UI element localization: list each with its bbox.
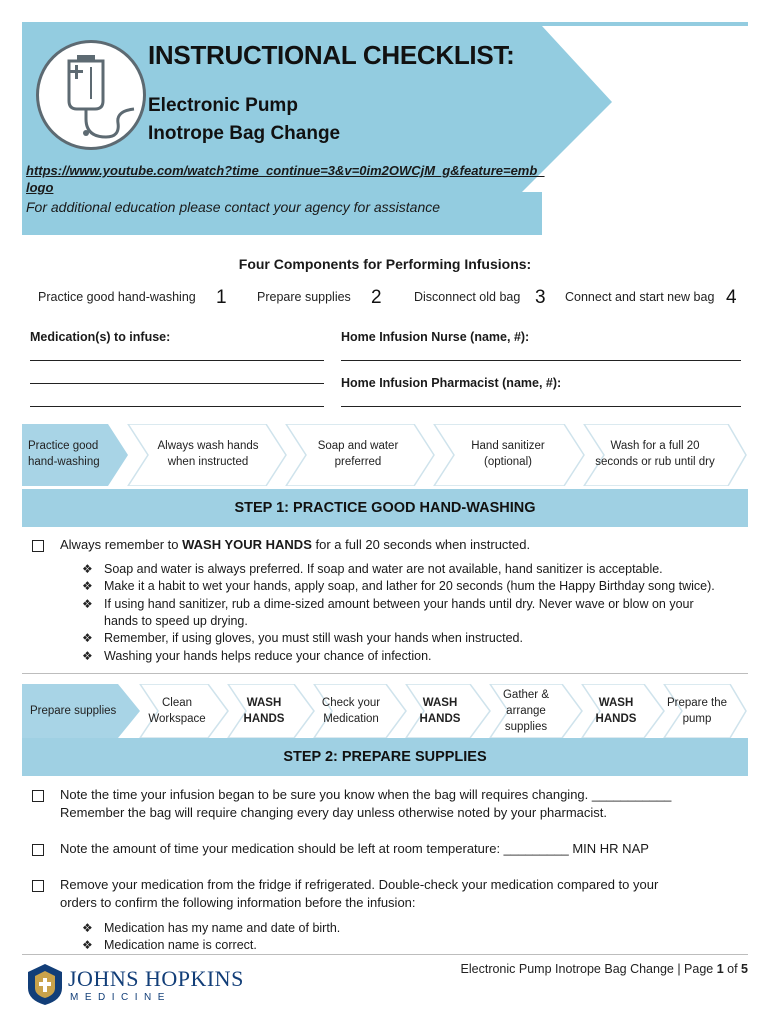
band2-item-4 (406, 695, 474, 727)
medication-field-3[interactable] (30, 406, 324, 407)
step2-title: STEP 2: PREPARE SUPPLIES (22, 738, 748, 776)
diamond-bullet-icon: ❖ (82, 579, 93, 593)
step1-bullet-3: If using hand sanitizer, rub a dime-sized amount between your hands until dry. Never wave or blow on your (104, 597, 694, 611)
band2-item-7-line1: Prepare the (666, 697, 728, 709)
band1-item-2 (298, 438, 418, 470)
step2-check3-line1: Remove your medication from the fridge if refrigerated. Double-check your medication compared to your (60, 877, 659, 892)
band1-item-2-line2: preferred (334, 456, 382, 468)
step2-check1-line2: Remember the bag will require changing every day unless otherwise noted by your pharmacist. (60, 805, 608, 820)
step2-check1-line1: Note the time your infusion began to be sure you know when the bag will requires changing. ___________ (60, 787, 672, 802)
band2-item-5-line3: supplies (504, 721, 548, 733)
subtitle-line-1: Electronic Pump (148, 95, 298, 116)
header-banner (22, 22, 748, 235)
step1-check-bold: WASH YOUR HANDS (182, 537, 312, 552)
step1-check-text (60, 536, 530, 554)
band2-item-2-line1: WASH (246, 697, 282, 709)
band1-item-4-line1: Wash for a full 20 (610, 440, 700, 452)
band2-item-3 (310, 695, 392, 727)
step1-checkbox[interactable] (32, 540, 44, 552)
band2-first: Prepare supplies (30, 705, 117, 717)
footer-page-num: 1 (716, 962, 724, 976)
band2-item-7 (656, 695, 738, 727)
divider (22, 673, 748, 674)
step2-bullet-2: Medication name is correct. (104, 938, 257, 952)
step1-bullet-1: Soap and water is always preferred. If soap and water are not available, hand sanitizer is acceptable. (104, 562, 663, 576)
nurse-field[interactable] (341, 360, 741, 361)
band2-item-5-line2: arrange (506, 705, 546, 717)
nurse-label: Home Infusion Nurse (name, #): (341, 330, 530, 344)
footer-of: of (723, 962, 742, 976)
johns-hopkins-shield-icon (26, 962, 64, 1006)
supplies-chevron-band (22, 684, 748, 738)
band2-item-3-line2: Medication (323, 713, 379, 725)
step1-bullet-3-cont: hands to speed up drying. (104, 614, 248, 628)
band2-item-7-line2: pump (682, 713, 712, 725)
footer-doc-title: Electronic Pump Inotrope Bag Change | Page (460, 962, 717, 976)
step1-title: STEP 1: PRACTICE GOOD HAND-WASHING (22, 489, 748, 527)
band2-item-6-line2: HANDS (595, 713, 637, 725)
band1-item-3 (446, 438, 570, 470)
band1-item-1-line1: Always wash hands (157, 440, 259, 452)
band2-item-5-line1: Gather & (502, 689, 550, 701)
band2-item-4-line1: WASH (422, 697, 458, 709)
band2-item-2 (230, 695, 298, 727)
page-subtitle (148, 92, 448, 148)
iv-bag-icon (39, 43, 143, 147)
diamond-bullet-icon: ❖ (82, 597, 93, 611)
diamond-bullet-icon: ❖ (82, 938, 93, 952)
component-num-2: 2 (371, 287, 382, 308)
education-note: For additional education please contact your agency for assistance (26, 199, 441, 215)
step2-bullet-1: Medication has my name and date of birth. (104, 921, 341, 935)
footer-divider (22, 954, 748, 955)
handwashing-chevron-band (22, 424, 748, 486)
band1-item-4-line2: seconds or rub until dry (595, 456, 715, 468)
components-title: Four Components for Performing Infusions: (238, 256, 532, 272)
band2-item-1-line1: Clean (161, 697, 193, 709)
step1-bullet-2: Make it a habit to wet your hands, apply soap, and lather for 20 seconds (hum the Happy Birthday song twice). (104, 579, 715, 593)
band1-item-4 (590, 438, 720, 470)
pharmacist-field[interactable] (341, 406, 741, 407)
diamond-bullet-icon: ❖ (82, 921, 93, 935)
component-num-4: 4 (726, 287, 737, 308)
component-label-4: Connect and start new bag (565, 290, 715, 304)
step1-check-post: for a full 20 seconds when instructed. (311, 537, 531, 552)
subtitle-line-2: Inotrope Bag Change (148, 123, 341, 144)
iv-bag-logo (36, 40, 146, 150)
footer-page-info (461, 962, 748, 976)
band1-item-1 (142, 438, 274, 470)
step1-bullet-4: Remember, if using gloves, you must still wash your hands when instructed. (104, 631, 523, 645)
diamond-bullet-icon: ❖ (82, 562, 93, 576)
pharmacist-label: Home Infusion Pharmacist (name, #): (341, 376, 562, 390)
band2-item-5 (488, 687, 564, 735)
component-num-1: 1 (216, 287, 227, 308)
band1-first-line1: Practice good (28, 440, 99, 452)
org-sub: MEDICINE (70, 992, 171, 1003)
step2-check2: Note the amount of time your medication should be left at room temperature: _________ MIN HR NAP (60, 841, 649, 856)
band2-item-6-line1: WASH (598, 697, 634, 709)
step2-checkbox-2[interactable] (32, 844, 44, 856)
medication-field-1[interactable] (30, 360, 324, 361)
org-name: JOHNS HOPKINS (68, 966, 244, 991)
band1-item-3-line1: Hand sanitizer (471, 440, 545, 452)
band1-item-1-line2: when instructed (167, 456, 249, 468)
band2-item-4-line2: HANDS (419, 713, 461, 725)
step1-bullet-5: Washing your hands helps reduce your chance of infection. (104, 649, 432, 663)
step2-checkbox-1[interactable] (32, 790, 44, 802)
video-link[interactable]: https://www.youtube.com/watch?time_continue=3&v=0im2OWCjM_g&feature=emb_logo (26, 163, 545, 195)
medication-field-2[interactable] (30, 383, 324, 384)
component-label-3: Disconnect old bag (414, 290, 521, 304)
component-num-3: 3 (535, 287, 546, 308)
band1-first-line2: hand-washing (28, 456, 100, 468)
diamond-bullet-icon: ❖ (82, 631, 93, 645)
footer-page-total: 5 (741, 962, 748, 976)
page-title: INSTRUCTIONAL CHECKLIST: (148, 40, 515, 70)
band1-item-2-line1: Soap and water (317, 440, 399, 452)
band2-item-1-line2: Workspace (148, 713, 206, 725)
component-label-2: Prepare supplies (257, 290, 351, 304)
component-label-1: Practice good hand-washing (38, 290, 196, 304)
band2-item-3-line1: Check your (321, 697, 381, 709)
band2-item-1 (142, 695, 212, 727)
diamond-bullet-icon: ❖ (82, 649, 93, 663)
band2-item-6 (582, 695, 650, 727)
step2-check3-line2: orders to confirm the following information before the infusion: (60, 895, 416, 910)
medication-label: Medication(s) to infuse: (30, 330, 171, 344)
band1-first (28, 438, 100, 470)
band2-item-2-line2: HANDS (243, 713, 285, 725)
step1-check-pre: Always remember to (60, 537, 183, 552)
step2-checkbox-3[interactable] (32, 880, 44, 892)
band1-item-3-line2: (optional) (484, 456, 532, 468)
